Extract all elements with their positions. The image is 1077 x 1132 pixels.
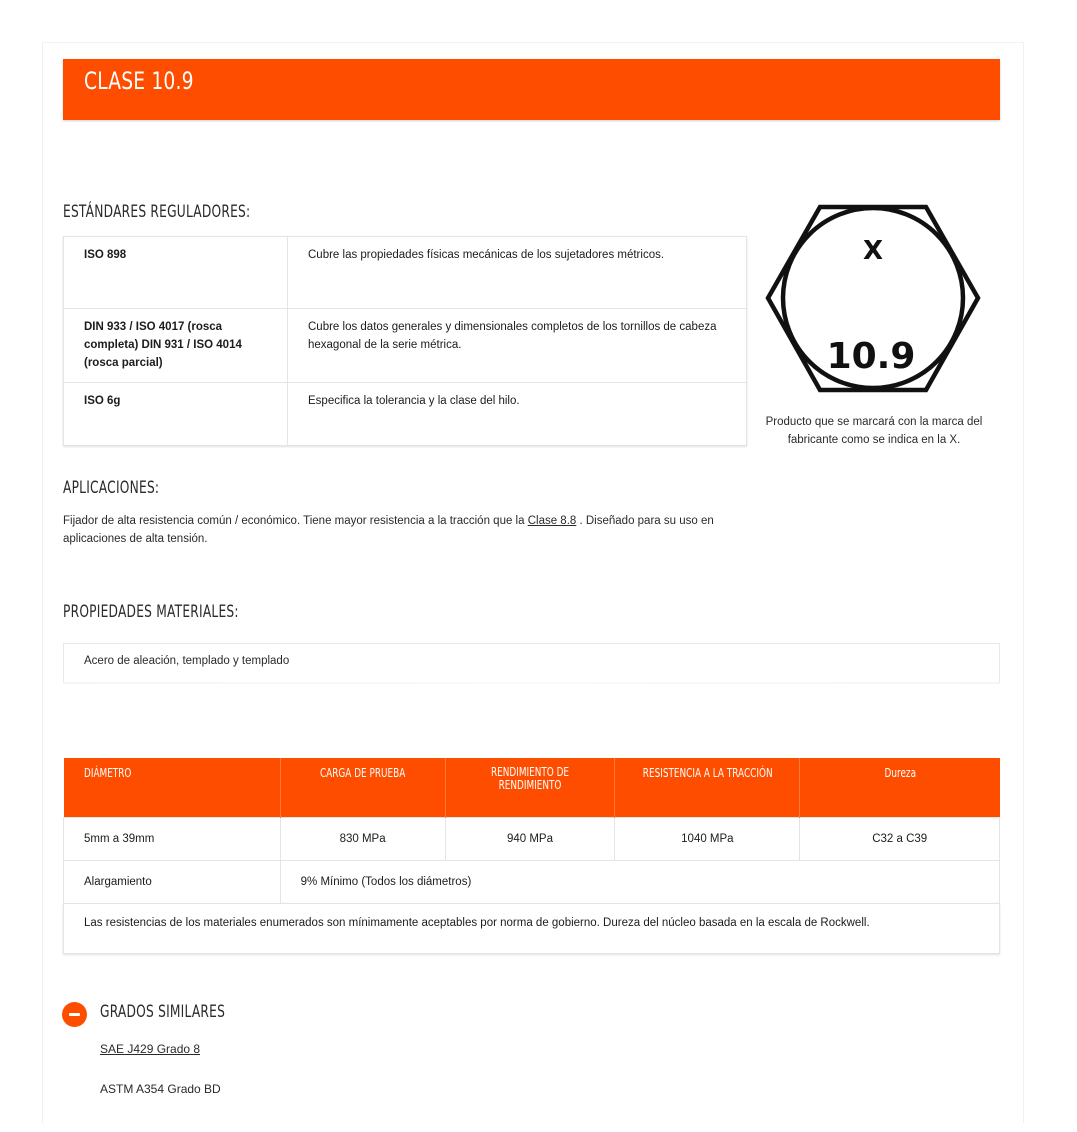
similar-grade-link[interactable]: SAE J429 Grado 8	[100, 1042, 201, 1056]
bolt-head-marking-figure	[764, 204, 982, 394]
standard-description: Cubre los datos generales y dimensionales completos de los tornillos de cabeza hexagonal de la serie métrica.	[288, 309, 747, 383]
applications-text	[63, 512, 753, 548]
similar-grades-heading[interactable]: GRADOS SIMILARES	[100, 1002, 226, 1022]
cell-proof-load: 830 MPa	[280, 817, 445, 860]
table-header-row	[64, 758, 1000, 817]
standard-code: ISO 6g	[64, 383, 288, 446]
standards-heading: ESTÁNDARES REGULADORES:	[63, 202, 251, 222]
cell-elongation-label: Alargamiento	[64, 860, 281, 903]
page-title: CLASE 10.9	[84, 67, 194, 95]
header-diameter: DIÁMETRO	[64, 758, 281, 817]
header-hardness: Dureza	[800, 758, 1000, 817]
cell-tensile: 1040 MPa	[615, 817, 800, 860]
materials-heading: PROPIEDADES MATERIALES:	[63, 602, 239, 622]
standard-description: Cubre las propiedades físicas mecánicas de los sujetadores métricos.	[288, 237, 747, 309]
properties-note-box	[63, 903, 1000, 954]
title-banner	[63, 59, 1000, 120]
table-row	[64, 309, 747, 383]
header-tensile: RESISTENCIA A LA TRACCIÓN	[615, 758, 800, 817]
header-proof-load: CARGA DE PRUEBA	[280, 758, 445, 817]
standards-table	[63, 236, 747, 446]
similar-grade-item: ASTM A354 Grado BD	[100, 1082, 221, 1096]
properties-note: Las resistencias de los materiales enumerados son mínimamente aceptables por norma de gobierno. Dureza del núcleo basada en la escala de Rockwell.	[84, 917, 870, 929]
standard-description: Especifica la tolerancia y la clase del hilo.	[288, 383, 747, 446]
bolt-caption: Producto que se marcará con la marca del fabricante como se indica en la X.	[765, 416, 983, 446]
standard-code: DIN 933 / ISO 4017 (rosca completa) DIN 931 / ISO 4014 (rosca parcial)	[64, 309, 288, 383]
table-row	[64, 237, 747, 309]
cell-yield: 940 MPa	[445, 817, 615, 860]
applications-text-start: Fijador de alta resistencia común / económico. Tiene mayor resistencia a la tracción que la	[63, 515, 528, 527]
minus-circle-icon[interactable]	[62, 1002, 87, 1027]
applications-heading: APLICACIONES:	[63, 478, 160, 498]
cell-elongation-value: 9% Mínimo (Todos los diámetros)	[280, 860, 999, 903]
table-row	[64, 383, 747, 446]
cell-diameter: 5mm a 39mm	[64, 817, 281, 860]
manufacturer-mark: X	[862, 236, 884, 266]
properties-table	[63, 758, 1000, 904]
table-row	[64, 817, 1000, 860]
cell-hardness: C32 a C39	[800, 817, 1000, 860]
standard-code: ISO 898	[64, 237, 288, 309]
grade-mark: 10.9	[826, 336, 916, 377]
applications-text-end: . Diseñado para su uso en aplicaciones de alta tensión.	[63, 515, 714, 545]
table-row	[64, 860, 1000, 903]
materials-text: Acero de aleación, templado y templado	[84, 655, 290, 667]
divider	[63, 682, 1000, 684]
materials-box	[63, 643, 1000, 684]
clase-8-8-link[interactable]: Clase 8.8	[527, 515, 577, 527]
header-yield: RENDIMIENTO DE RENDIMIENTO	[445, 758, 615, 817]
